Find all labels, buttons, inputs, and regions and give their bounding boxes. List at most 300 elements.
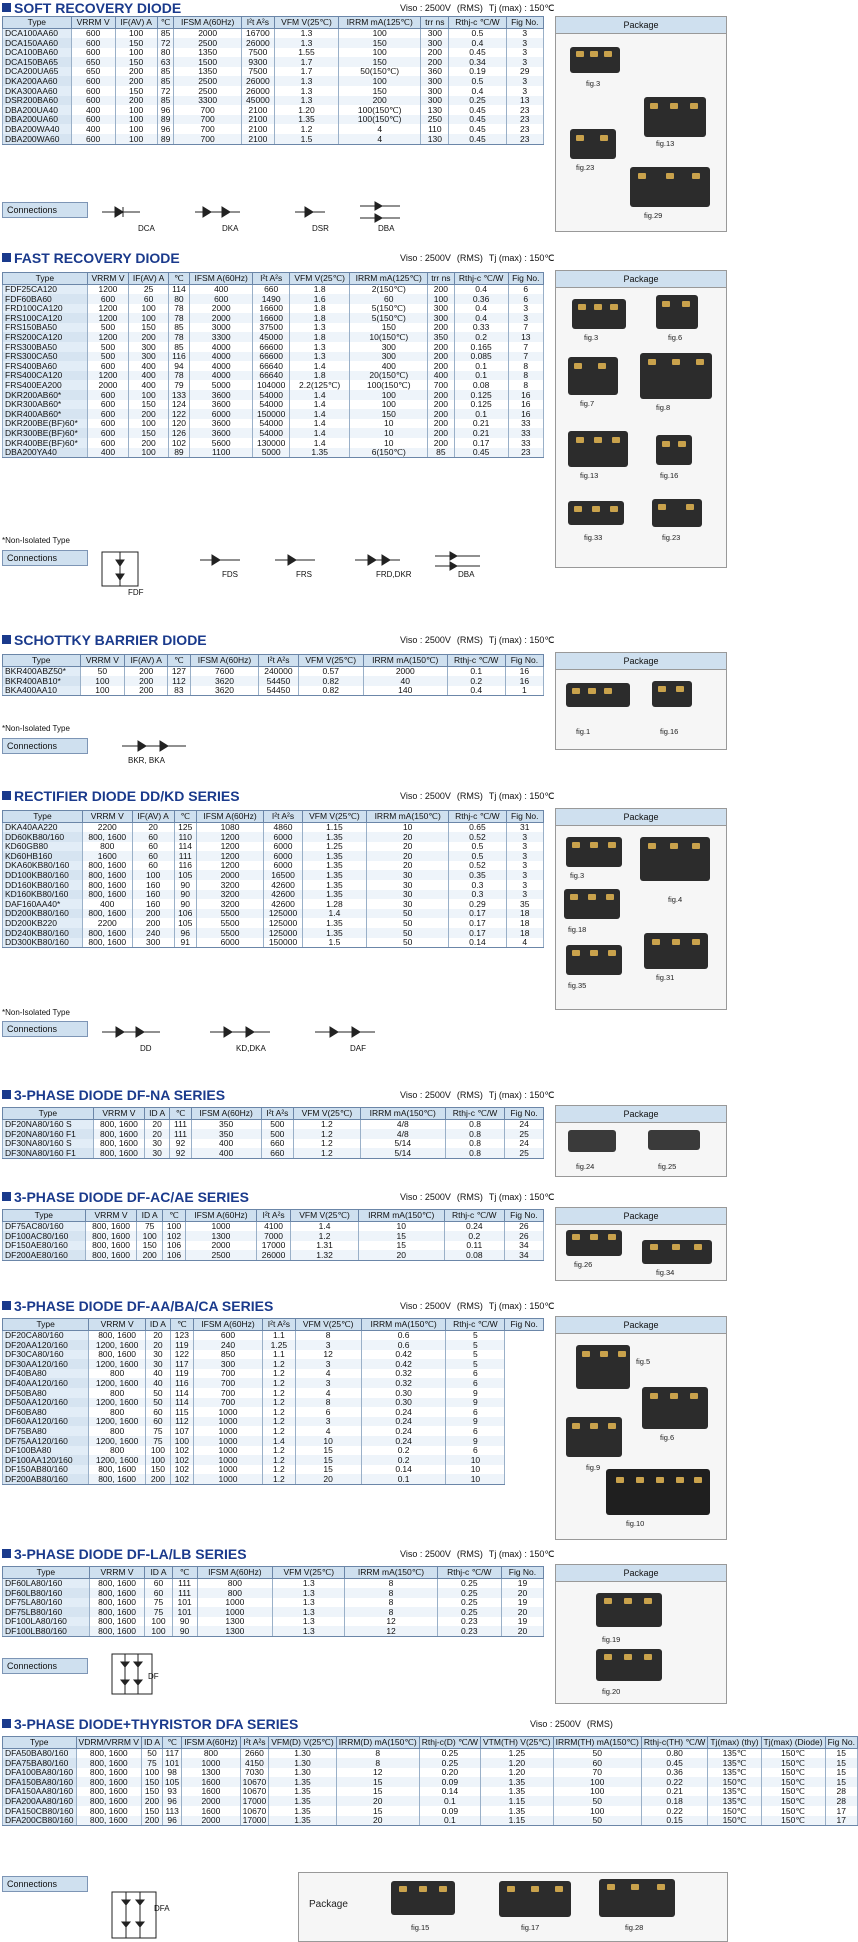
value-cell: 1.3 [273,1607,345,1617]
value-cell: 8 [336,1758,419,1768]
value-cell: 6000 [189,409,253,419]
value-cell: 4000 [189,342,253,352]
value-cell: 700 [193,1378,262,1388]
value-cell: 60 [350,294,428,304]
value-cell: 800, 1600 [89,1617,145,1627]
column-header: Type [3,655,81,667]
value-cell: 200 [428,438,455,448]
value-cell: 96 [174,928,196,938]
column-header: ℃ [172,1567,197,1579]
type-cell: DKR300BE(BF)60* [3,428,88,438]
table-row [3,1474,544,1484]
value-cell: 6000 [264,832,303,842]
value-cell: 54000 [253,390,289,400]
value-cell: 1.55 [274,48,338,58]
value-cell: 0.2 [361,1446,446,1456]
value-cell: 150℃ [708,1806,761,1816]
value-cell: 78 [168,332,189,342]
value-cell: 150 [115,38,157,48]
value-cell: 40 [363,676,447,686]
table-row [3,438,544,448]
value-cell: 200 [428,284,455,294]
spec-table [2,1736,858,1826]
connection-diagram [110,1890,170,1942]
value-cell: 25 [505,1148,544,1158]
value-cell: 350 [191,1129,261,1139]
value-cell: 150℃ [761,1806,825,1816]
table-row [3,1359,544,1369]
column-header: Type [3,1737,77,1749]
value-cell: 1200, 1600 [89,1340,146,1350]
value-cell: 2660 [240,1748,269,1758]
column-header: ℃ [163,1737,182,1749]
value-cell: 10 [446,1465,505,1475]
value-cell: 200 [129,438,169,448]
value-cell: 1.31 [291,1241,358,1251]
conn-label-fds: FDS [222,570,238,579]
value-cell: 600 [87,409,128,419]
value-cell: 0.17 [449,909,506,919]
value-cell: 2000 [189,313,253,323]
value-cell: 240000 [259,666,298,676]
value-cell: 133 [168,390,189,400]
value-cell: 150℃ [761,1777,825,1787]
value-cell: 150 [145,1465,170,1475]
value-cell: 700 [428,380,455,390]
value-cell: 0.1 [419,1816,480,1826]
value-cell: 800, 1600 [89,1465,146,1475]
value-cell: 50(150℃) [339,67,421,77]
value-cell: 3 [506,57,543,67]
value-cell: 1000 [193,1446,262,1456]
value-cell: 400 [189,284,253,294]
value-cell: 3 [506,861,544,871]
table-row [3,428,544,438]
type-cell: DF30CA80/160 [3,1350,89,1360]
type-cell: DCA100BA60 [3,48,72,58]
value-cell: 0.5 [449,28,506,38]
value-cell: 150 [350,409,428,419]
value-cell: 20 [336,1796,419,1806]
value-cell: 60 [145,1417,170,1427]
value-cell: 150℃ [761,1748,825,1758]
table-row [3,105,544,115]
value-cell: 111 [170,1129,191,1139]
value-cell: 15 [825,1777,857,1787]
value-cell: 150 [115,57,157,67]
value-cell: 4/8 [360,1129,445,1139]
type-cell: DD200KB80/160 [3,909,83,919]
table-row [3,832,544,842]
type-cell: BKR400AB10* [3,676,81,686]
column-header: Type [3,1567,90,1579]
type-cell: FRS100CA120 [3,313,88,323]
value-cell: 119 [170,1340,193,1350]
value-cell: 122 [170,1350,193,1360]
value-cell: 1.2 [263,1474,295,1484]
value-cell: 0.1 [419,1796,480,1806]
value-cell: 1.7 [274,57,338,67]
conn-label-dfa: DFA [154,1904,170,1913]
value-cell: 200 [125,666,168,676]
value-cell: 100(150℃) [350,380,428,390]
value-cell: 30 [367,870,449,880]
value-cell: 160 [132,899,174,909]
value-cell: 1100 [189,448,253,458]
value-cell: 34 [504,1241,543,1251]
column-header: Rthj-c(D) ℃/W [419,1737,480,1749]
type-cell: DD200KB220 [3,918,83,928]
value-cell: 116 [174,861,196,871]
value-cell: 72 [157,38,174,48]
value-cell: 0.29 [449,899,506,909]
value-cell: 75 [145,1598,172,1608]
type-cell: DF150AB80/160 [3,1465,89,1475]
value-cell: 0.36 [641,1768,707,1778]
value-cell: 600 [71,48,115,58]
value-cell: 300 [129,352,169,362]
value-cell: 1000 [197,1607,273,1617]
table-row [3,1417,544,1427]
value-cell: 1600 [83,851,132,861]
value-cell: 0.14 [449,938,506,948]
value-cell: 3620 [190,686,259,696]
value-cell: 30 [367,880,449,890]
value-cell: 6 [295,1407,361,1417]
value-cell: 0.1 [447,666,505,676]
value-cell: 0.25 [449,96,506,106]
connections-label: Connections [2,550,88,566]
value-cell: 2100 [241,105,274,115]
type-cell: DKR200BE(BF)60* [3,419,88,429]
value-cell: 50 [553,1796,641,1806]
section-title: SCHOTTKY BARRIER DIODE [2,632,207,648]
table-row [3,86,544,96]
column-header: I²t A²s [264,811,303,823]
value-cell: 1.2 [263,1426,295,1436]
value-cell: 150 [137,1241,162,1251]
column-header: IRRM(D) mA(150℃) [336,1737,419,1749]
value-cell: 113 [163,1806,182,1816]
value-cell: 6000 [264,851,303,861]
column-header: IFSM A(60Hz) [191,1108,261,1120]
section-title: FAST RECOVERY DIODE [2,250,180,266]
value-cell: 800, 1600 [93,1148,144,1158]
table-row [3,1340,544,1350]
type-cell: DF200AB80/160 [3,1474,89,1484]
value-cell: 15 [336,1806,419,1816]
value-cell: 60 [145,1407,170,1417]
column-header: Tj(max) (thy) [708,1737,761,1749]
value-cell: 3 [295,1378,361,1388]
package-panel: Package fig.3 fig.4 fig.18 fig.35 fig.31 [555,808,727,1010]
value-cell: 1.30 [269,1768,336,1778]
footnote: *Non-Isolated Type [2,1008,70,1017]
table-row [3,1350,544,1360]
conn-label-kd: KD,DKA [236,1044,266,1053]
value-cell: 0.45 [449,134,506,144]
column-header: Rthj-c ℃/W [445,1108,504,1120]
value-cell: 1.35 [302,851,366,861]
value-cell: 63 [157,57,174,67]
value-cell: 700 [193,1369,262,1379]
value-cell: 20 [295,1474,361,1484]
value-cell: 124 [168,400,189,410]
table-row [3,28,544,38]
table-row [3,1436,544,1446]
value-cell: 100 [80,686,125,696]
table-row [3,1465,544,1475]
type-cell: DBA200UA40 [3,105,72,115]
type-cell: DF20AA120/160 [3,1340,89,1350]
value-cell: 1200, 1600 [89,1378,146,1388]
column-header: ID A [145,1319,170,1331]
value-cell: 600 [71,115,115,125]
value-cell: 75 [145,1426,170,1436]
value-cell: 1000 [193,1474,262,1484]
value-cell: 300 [428,313,455,323]
value-cell: 1200 [87,313,128,323]
value-cell: 0.1 [454,361,508,371]
value-cell: 20 [145,1330,170,1340]
connections-label: Connections [2,1021,88,1037]
type-cell: DF40AA120/160 [3,1378,89,1388]
value-cell: 101 [172,1598,197,1608]
value-cell: 0.45 [449,48,506,58]
value-cell: 1.2 [294,1119,361,1129]
value-cell: 150 [339,57,421,67]
value-cell: 90 [172,1626,197,1636]
value-cell: 54000 [253,428,289,438]
type-cell: FRS300CA50 [3,352,88,362]
value-cell: 3000 [189,323,253,333]
value-cell: 85 [157,67,174,77]
column-header: Rthj-c ℃/W [449,17,506,29]
value-cell: 0.25 [437,1607,501,1617]
value-cell: 130000 [253,438,289,448]
value-cell: 1.32 [291,1250,358,1260]
value-cell: 400 [71,105,115,115]
section-3phase-diode-thyristor [0,1716,855,1942]
column-header: IRRM mA(150℃) [360,1108,445,1120]
value-cell: 1.4 [289,390,350,400]
value-cell: 200 [339,96,421,106]
type-cell: DBA200WA60 [3,134,72,144]
value-cell: 0.125 [454,400,508,410]
value-cell: 1.4 [302,909,366,919]
value-cell: 4 [339,134,421,144]
value-cell: 800, 1600 [83,928,132,938]
value-cell: 0.4 [454,284,508,294]
value-cell: 120 [168,419,189,429]
value-cell: 1.25 [481,1748,554,1758]
value-cell: 8 [508,361,543,371]
value-cell: 200 [421,48,449,58]
column-header: Tj(max) (Diode) [761,1737,825,1749]
table-row [3,1378,544,1388]
rating-note: Viso : 2500V (RMS) Tj (max) : 150℃ [400,3,555,13]
value-cell: 6 [446,1426,505,1436]
value-cell: 0.17 [449,918,506,928]
value-cell: 0.82 [298,686,363,696]
value-cell: 3 [506,76,543,86]
value-cell: 700 [174,115,241,125]
package-panel: Package fig.1 fig.16 [555,652,727,750]
value-cell: 7000 [256,1231,291,1241]
table-row [3,880,544,890]
value-cell: 1.35 [481,1777,554,1787]
value-cell: 300 [421,86,449,96]
column-header: VFM(D) V(25℃) [269,1737,336,1749]
value-cell: 1.35 [269,1816,336,1826]
value-cell: 6 [508,294,543,304]
column-header: IFSM A(60Hz) [186,1210,257,1222]
value-cell: 0.09 [419,1806,480,1816]
type-cell: DF75AC80/160 [3,1221,86,1231]
column-header: IRRM mA(150℃) [345,1567,437,1579]
value-cell: 7 [508,352,543,362]
value-cell: 8 [295,1398,361,1408]
section-title: RECTIFIER DIODE DD/KD SERIES [2,788,240,804]
value-cell: 1200 [196,851,263,861]
value-cell: 1.2 [294,1139,361,1149]
value-cell: 0.17 [454,438,508,448]
value-cell: 0.25 [437,1588,501,1598]
column-header: VFM V(25℃) [273,1567,345,1579]
column-header: IF(AV) A [125,655,168,667]
table-row [3,1777,858,1787]
table-row [3,1758,858,1768]
package-panel: Package fig.5 fig.6 fig.9 fig.10 [555,1316,727,1540]
value-cell: 1.35 [289,448,350,458]
table-row [3,38,544,48]
value-cell: 10670 [240,1787,269,1797]
value-cell: 3 [295,1340,361,1350]
value-cell: 1000 [193,1455,262,1465]
value-cell: 2000 [363,666,447,676]
value-cell: 5500 [196,909,263,919]
table-row [3,1250,544,1260]
column-header: Rthj-c ℃/W [437,1567,501,1579]
value-cell: 3620 [190,676,259,686]
package-panel: Package fig.15 fig.17 fig.28 [298,1872,728,1942]
value-cell: 4 [295,1388,361,1398]
conn-label-dba: DBA [458,570,475,579]
value-cell: 37500 [253,323,289,333]
value-cell: 1080 [196,822,263,832]
value-cell: 1200, 1600 [89,1359,146,1369]
type-cell: FRS150BA50 [3,323,88,333]
value-cell: 100 [428,294,455,304]
table-row [3,676,544,686]
value-cell: 660 [261,1148,294,1158]
type-cell: DF20CA80/160 [3,1330,89,1340]
table-row [3,928,544,938]
value-cell: 1600 [182,1787,240,1797]
value-cell: 800 [89,1388,146,1398]
value-cell: 360 [421,67,449,77]
conn-label-dba: DBA [378,224,395,233]
value-cell: 92 [170,1139,191,1149]
value-cell: 3 [506,832,544,842]
value-cell: 1200, 1600 [89,1417,146,1427]
column-header: Type [3,1108,94,1120]
value-cell: 0.34 [449,57,506,67]
value-cell: 100 [350,390,428,400]
column-header: IRRM mA(150℃) [367,811,449,823]
value-cell: 1.5 [274,134,338,144]
value-cell: 1.15 [302,822,366,832]
value-cell: 20 [367,851,449,861]
value-cell: 1200, 1600 [89,1398,146,1408]
value-cell: 40 [145,1369,170,1379]
type-cell: DF200AE80/160 [3,1250,86,1260]
value-cell: 12 [345,1617,437,1627]
type-cell: BKA400AA10 [3,686,81,696]
value-cell: 90 [172,1617,197,1627]
column-header: VRRM V [83,811,132,823]
value-cell: 105 [163,1777,182,1787]
value-cell: 70 [553,1768,641,1778]
value-cell: 16 [508,409,543,419]
value-cell: 200 [428,428,455,438]
value-cell: 5000 [253,448,289,458]
value-cell: 1.2 [263,1446,295,1456]
value-cell: 4 [295,1426,361,1436]
value-cell: 10 [446,1474,505,1484]
value-cell: 50 [367,909,449,919]
value-cell: 17000 [240,1816,269,1826]
value-cell: 1.3 [273,1588,345,1598]
value-cell: 100 [145,1455,170,1465]
value-cell: 3 [506,851,544,861]
value-cell: 105 [174,918,196,928]
value-cell: 106 [174,909,196,919]
table-row [3,1455,544,1465]
value-cell: 600 [71,86,115,96]
value-cell: 400 [129,361,169,371]
value-cell: 0.6 [361,1330,446,1340]
package-panel: Package fig.19 fig.20 [555,1564,727,1704]
value-cell: 5/14 [360,1139,445,1149]
value-cell: 2200 [83,918,132,928]
conn-label-frs: FRS [296,570,312,579]
type-cell: DD240KB80/160 [3,928,83,938]
value-cell: 101 [163,1758,182,1768]
value-cell: 9 [446,1388,505,1398]
value-cell: 800, 1600 [76,1806,141,1816]
column-header: VFM V(25℃) [291,1210,358,1222]
value-cell: 7 [508,342,543,352]
value-cell: 1.20 [481,1758,554,1768]
value-cell: 200 [428,323,455,333]
table-row [3,899,544,909]
table-row [3,76,544,86]
value-cell: 0.24 [361,1417,446,1427]
value-cell: 96 [157,124,174,134]
table-row [3,134,544,144]
value-cell: 0.32 [361,1369,446,1379]
value-cell: 0.65 [449,822,506,832]
table-row [3,313,544,323]
type-cell: DD300KB80/160 [3,938,83,948]
value-cell: 0.19 [449,67,506,77]
value-cell: 1000 [197,1598,273,1608]
value-cell: 1.4 [289,419,350,429]
column-header: Fig No. [505,655,543,667]
value-cell: 15 [336,1787,419,1797]
value-cell: 0.35 [449,870,506,880]
